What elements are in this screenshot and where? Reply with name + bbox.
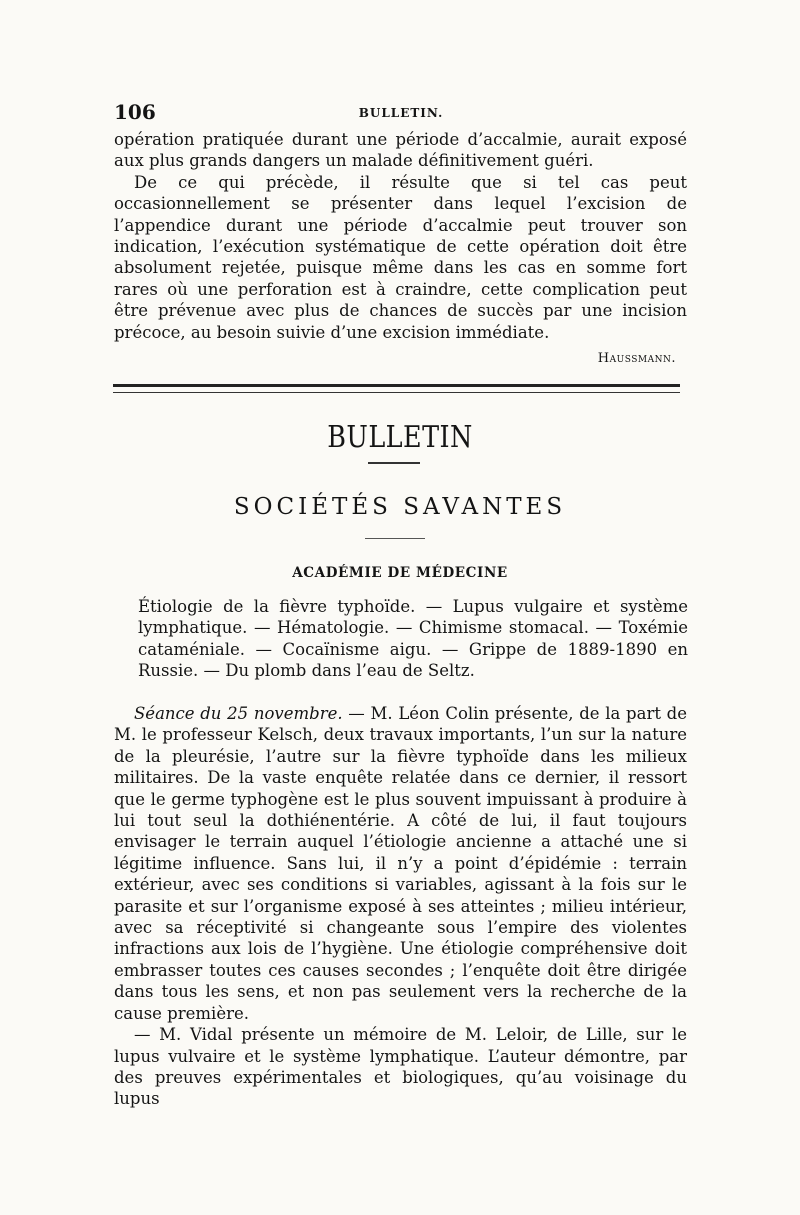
body-text-block: [114, 703, 687, 1110]
page-number: 106: [114, 100, 156, 124]
society-heading: ACADÉMIE DE MÉDECINE: [292, 565, 508, 581]
top-paragraph-2: De ce qui précède, il résulte que si tel cas peut occasionnellement se présenter dans lequel l’excision de l’appendice durant une période d’accalmie peut trouver son indication, l’exécution systématique de cette opération doit être absolument rejetée, puisque même dans les cas en somme fort rares où une perforation est à craindre, cette complication peut être prévenue avec plus de chances de succès par une incision précoce, au besoin suivie d’une excision immédiate.: [114, 172, 687, 342]
body-paragraph-1: [114, 703, 687, 1024]
running-header: [114, 100, 688, 126]
summary-text: Étiologie de la fièvre typhoïde. — Lupus vulgaire et système lymphatique. — Hématologie. — Chimisme stomacal. — Toxémie cataméniale. — Cocaïnisme aigu. — Grippe de 1889-1890 en Russie. — Du plomb dans l’eau de Seltz.: [138, 597, 688, 681]
section-rule-thick: [113, 384, 680, 387]
author-signature: Haussmann.: [597, 351, 676, 366]
section-subtitle: SOCIÉTÉS SAVANTES: [233, 494, 567, 520]
title-divider: [368, 462, 420, 464]
section-title: BULLETIN: [327, 420, 473, 455]
seance-label: Séance du 25 novembre.: [134, 704, 343, 723]
body-paragraph-1-text: — M. Léon Colin présente, de la part de M. le professeur Kelsch, deux travaux importants, l’un sur la nature de la pleurésie, l’autre sur la fièvre typhoïde dans les milieux militaires. De la vaste enquête relatée dans ce dernier, il ressort que le germe typhogène est le plus souvent impuissant à produire à lui tout seul la dothiénentérie. A côté de lui, il faut toujours envisager le terrain auquel l’étiologie ancienne a attaché une si légitime influence. Sans lui, il n’y a point d’épidémie : terrain extérieur, avec ses conditions si variables, agissant à la fois sur le parasite et sur l’organisme exposé à ses atteintes ; milieu intérieur, avec sa réceptivité si changeante sous l’empire des violentes infractions aux lois de l’hygiène. Une étiologie compréhensive doit embrasser toutes ces causes secondes ; l’enquête doit être dirigée dans tous les sens, et non pas seulement vers la recherche de la cause première.: [114, 704, 687, 1023]
summary-block: [118, 596, 688, 682]
running-title: BULLETIN.: [358, 106, 444, 120]
top-paragraph-1: opération pratiquée durant une période d’accalmie, aurait exposé aux plus grands dangers un malade définitivement guéri.: [114, 130, 687, 171]
top-text-block: [114, 129, 687, 343]
body-paragraph-2: — M. Vidal présente un mémoire de M. Leloir, de Lille, sur le lupus vulvaire et le système lymphatique. L’auteur démontre, par des preuves expérimentales et biologiques, qu’au voisinage du lupus: [114, 1025, 687, 1109]
subtitle-divider: [365, 538, 425, 539]
section-rule-thin: [113, 392, 680, 393]
